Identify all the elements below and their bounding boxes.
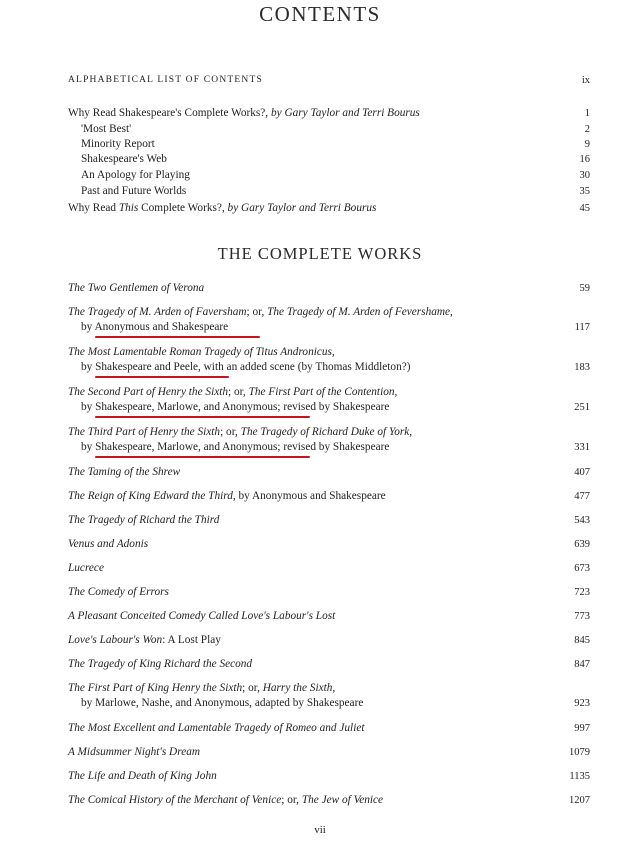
toc-entry[interactable] xyxy=(68,152,590,167)
work-entry[interactable] xyxy=(68,345,590,375)
page-number: 1207 xyxy=(569,795,590,806)
entry-emphasis: This xyxy=(118,202,139,214)
work-entry[interactable] xyxy=(68,609,590,624)
work-title xyxy=(68,561,538,576)
work-separator: ; or, xyxy=(246,306,268,318)
work-attribution: by Marlowe, Nashe, and Anonymous, adapted by Shakespeare xyxy=(81,697,364,709)
work-attribution: by Anonymous and Shakespeare xyxy=(81,321,229,333)
work-title xyxy=(68,465,538,480)
work-separator: ; or, xyxy=(281,794,302,806)
work-entry[interactable] xyxy=(68,745,590,760)
entry-text: Past and Future Worlds xyxy=(81,185,187,197)
work-entry[interactable] xyxy=(68,769,590,784)
work-separator: , by Anonymous and Shakespeare xyxy=(232,490,386,502)
work-title-italic: The Tragedy of Richard the Third xyxy=(68,514,220,526)
work-entry[interactable] xyxy=(68,561,590,576)
page-number: 45 xyxy=(579,203,590,214)
toc-entry[interactable] xyxy=(68,168,590,183)
page-number: 923 xyxy=(574,698,590,709)
work-entry[interactable] xyxy=(68,585,590,600)
work-entry[interactable] xyxy=(68,489,590,504)
alphabetical-list-row[interactable] xyxy=(68,75,590,85)
toc-entry[interactable] xyxy=(68,137,590,152)
page-number: 773 xyxy=(574,611,590,622)
page-number: 997 xyxy=(574,723,590,734)
toc-entry[interactable] xyxy=(68,106,590,121)
work-title xyxy=(68,681,538,711)
red-underline xyxy=(95,376,229,378)
work-entry[interactable] xyxy=(68,657,590,672)
work-title xyxy=(68,513,538,528)
work-title-italic: The Comical History of the Merchant of Venice xyxy=(68,794,282,806)
page-number: 407 xyxy=(574,467,590,478)
work-attribution: by Shakespeare, Marlowe, and Anonymous; revised by Shakespeare xyxy=(81,401,390,413)
work-title-italic: The Reign of King Edward the Third xyxy=(68,490,233,502)
toc-entry-title xyxy=(68,152,551,167)
work-title xyxy=(68,657,538,672)
toc-entry[interactable] xyxy=(68,201,590,216)
entry-text: Shakespeare's Web xyxy=(81,153,167,165)
work-title xyxy=(68,793,538,808)
work-title-italic: The Tragedy of King Richard the Second xyxy=(68,658,253,670)
toc-entry-title xyxy=(68,106,538,121)
page-number: 847 xyxy=(574,659,590,670)
work-title-italic: The Tragedy of M. Arden of Faversham xyxy=(68,306,247,318)
page-number: 117 xyxy=(574,322,590,333)
work-attribution: by Shakespeare and Peele, with an added scene (by Thomas Middleton?) xyxy=(81,361,411,373)
work-title xyxy=(68,585,538,600)
page-number: ix xyxy=(581,75,590,86)
entry-text: An Apology for Playing xyxy=(81,169,190,181)
work-title-italic: The First Part of King Henry the Sixth xyxy=(68,682,243,694)
work-title xyxy=(68,281,538,296)
entry-text: Why Read Shakespeare's Complete Works?, xyxy=(68,107,271,119)
work-entry[interactable] xyxy=(68,793,590,808)
toc-entry-title xyxy=(68,184,551,199)
page-folio: vii xyxy=(314,824,326,836)
work-title-italic: Love's Labour's Won xyxy=(68,634,163,646)
page-number: 2 xyxy=(584,124,590,135)
page-title: CONTENTS xyxy=(259,2,381,26)
work-alt-title: Harry the Sixth, xyxy=(262,682,336,694)
work-title-italic: The Most Lamentable Roman Tragedy of Titus Andronicus, xyxy=(68,346,335,358)
entry-emphasis: by Gary Taylor and Terri Bourus xyxy=(270,107,420,119)
work-title xyxy=(68,345,538,375)
work-title-italic: A Midsummer Night's Dream xyxy=(68,746,201,758)
page-number: 639 xyxy=(574,539,590,550)
work-title xyxy=(68,721,538,736)
work-alt-title: The First Part of the Contention, xyxy=(248,386,398,398)
page-number: 59 xyxy=(579,283,590,294)
alphabetical-list-label: ALPHABETICAL LIST OF CONTENTS xyxy=(68,75,263,85)
page-number: 251 xyxy=(574,402,590,413)
work-entry[interactable] xyxy=(68,681,590,711)
page-number: 16 xyxy=(579,154,590,165)
toc-entry[interactable] xyxy=(68,122,590,137)
toc-entry-title xyxy=(68,168,551,183)
work-entry[interactable] xyxy=(68,633,590,648)
work-separator: ; or, xyxy=(228,386,249,398)
entry-text: Minority Report xyxy=(81,138,155,150)
page-number: 1079 xyxy=(569,747,590,758)
work-title-italic: The Comedy of Errors xyxy=(68,586,169,598)
work-alt-title: The Tragedy of Richard Duke of York, xyxy=(240,426,413,438)
work-alt-title: The Tragedy of M. Arden of Fevershame, xyxy=(267,306,453,318)
toc-entry-title xyxy=(68,201,538,216)
page-number: 30 xyxy=(579,170,590,181)
entry-text: Complete Works?, xyxy=(138,202,228,214)
page-number: 543 xyxy=(574,515,590,526)
page-number: 183 xyxy=(574,362,590,373)
work-entry[interactable] xyxy=(68,537,590,552)
work-alt-title: The Jew of Venice xyxy=(301,794,384,806)
work-entry[interactable] xyxy=(68,425,590,455)
work-title xyxy=(68,745,538,760)
work-title xyxy=(68,609,538,624)
work-title-italic: The Third Part of Henry the Sixth xyxy=(68,426,221,438)
toc-entry-title xyxy=(68,137,551,152)
entry-text: 'Most Best' xyxy=(81,123,132,135)
work-title xyxy=(68,305,538,335)
work-title xyxy=(68,537,538,552)
work-title xyxy=(68,425,538,455)
entry-emphasis: by Gary Taylor and Terri Bourus xyxy=(227,202,377,214)
work-entry[interactable] xyxy=(68,465,590,480)
work-title-italic: Lucrece xyxy=(68,562,104,574)
red-underline xyxy=(95,336,260,338)
work-title-italic: A Pleasant Conceited Comedy Called Love's Labour's Lost xyxy=(68,610,336,622)
page-number: 1 xyxy=(584,108,590,119)
page-number: 35 xyxy=(579,186,590,197)
work-title xyxy=(68,489,538,504)
work-separator: : A Lost Play xyxy=(162,634,221,646)
work-attribution: by Shakespeare, Marlowe, and Anonymous; revised by Shakespeare xyxy=(81,441,390,453)
work-title-italic: The Taming of the Shrew xyxy=(68,466,181,478)
work-title-italic: The Most Excellent and Lamentable Tragedy of Romeo and Juliet xyxy=(68,722,365,734)
toc-entry-title xyxy=(68,122,551,137)
page-number: 673 xyxy=(574,563,590,574)
work-entry[interactable] xyxy=(68,281,590,296)
work-title-italic: The Life and Death of King John xyxy=(68,770,217,782)
page-number: 331 xyxy=(574,442,590,453)
section-title: THE COMPLETE WORKS xyxy=(217,244,423,263)
work-title xyxy=(68,769,538,784)
page-number: 723 xyxy=(574,587,590,598)
page-number: 1135 xyxy=(569,771,590,782)
work-title-italic: The Second Part of Henry the Sixth xyxy=(68,386,229,398)
toc-entry[interactable] xyxy=(68,184,590,199)
work-entry[interactable] xyxy=(68,513,590,528)
entry-text: Why Read xyxy=(68,202,119,214)
work-title xyxy=(68,633,538,648)
work-entry[interactable] xyxy=(68,721,590,736)
page-number: 9 xyxy=(584,139,590,150)
work-title-italic: The Two Gentlemen of Verona xyxy=(68,282,205,294)
work-separator: ; or, xyxy=(220,426,241,438)
work-title xyxy=(68,385,538,415)
red-underline xyxy=(95,456,310,458)
work-separator: ; or, xyxy=(242,682,263,694)
red-underline xyxy=(95,416,310,418)
work-title-italic: Venus and Adonis xyxy=(68,538,149,550)
work-entry[interactable] xyxy=(68,305,590,335)
page-number: 845 xyxy=(574,635,590,646)
work-entry[interactable] xyxy=(68,385,590,415)
page-number: 477 xyxy=(574,491,590,502)
